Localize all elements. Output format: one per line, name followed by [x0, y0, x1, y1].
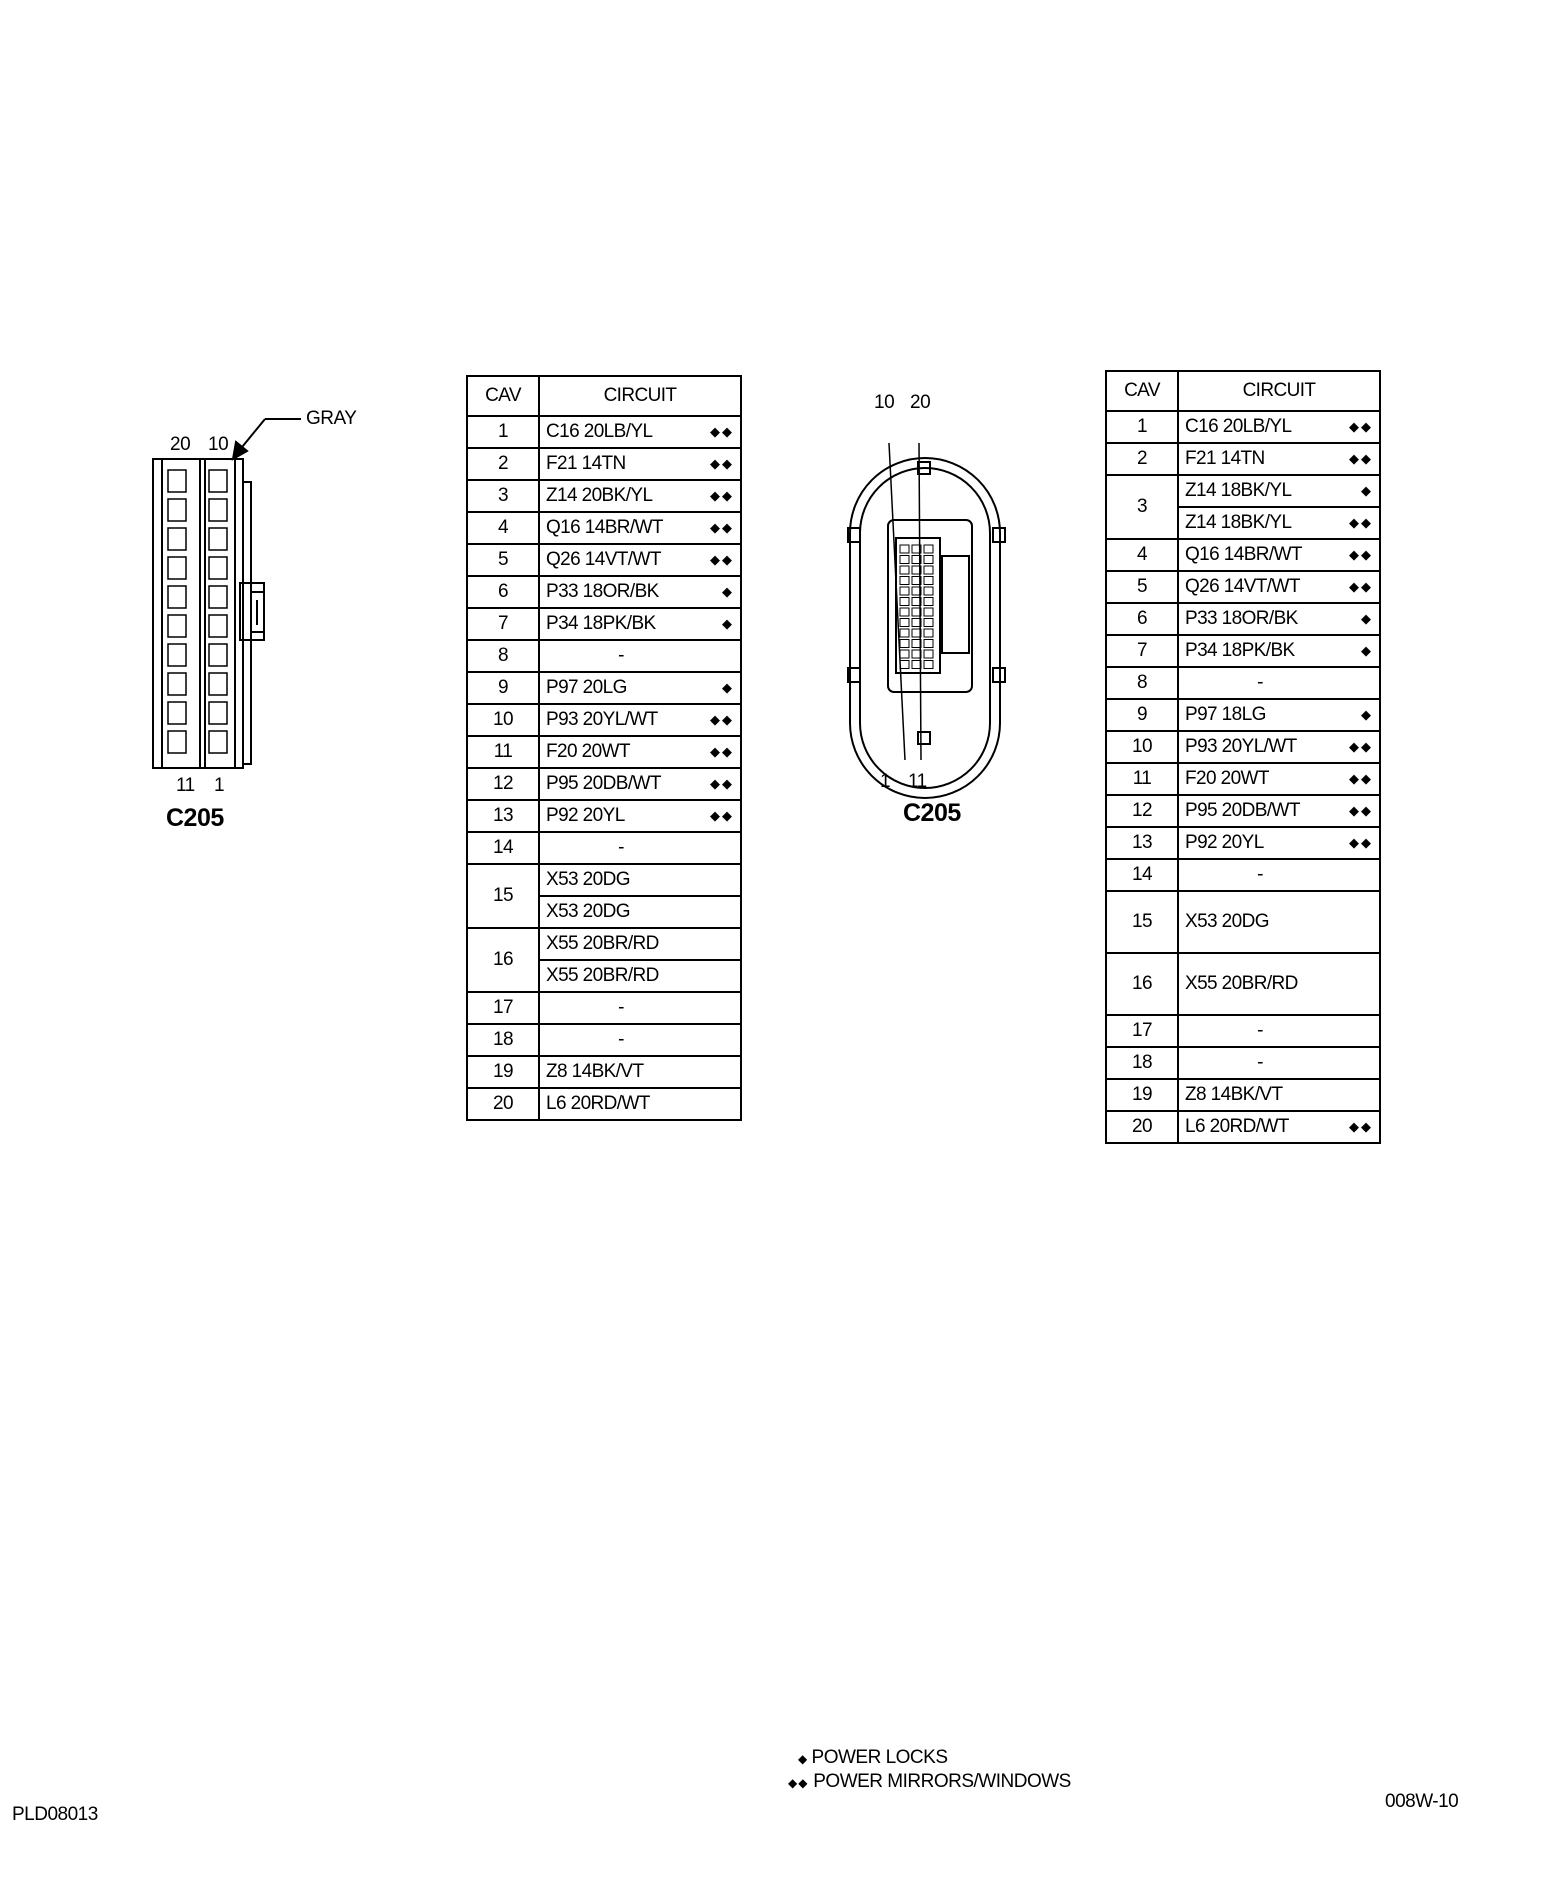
circuit-option-marker: ◆◆ — [702, 704, 741, 736]
cav-number: 10 — [1106, 731, 1178, 763]
cav-number: 18 — [467, 1024, 539, 1056]
cavity-slot — [924, 619, 933, 627]
cavity-slot — [900, 650, 909, 658]
cav-number: 19 — [467, 1056, 539, 1088]
circuit-code: F21 14TN — [539, 448, 702, 480]
circuit-code: P95 20DB/WT — [1178, 795, 1341, 827]
circuit-option-marker: ◆◆ — [1341, 731, 1380, 763]
cavity-slot — [168, 702, 186, 724]
circuit-code: L6 20RD/WT — [539, 1088, 702, 1120]
circuit-option-marker: ◆◆ — [1341, 827, 1380, 859]
table-row — [467, 512, 741, 544]
table-row — [467, 768, 741, 800]
circuit-option-marker: ◆◆ — [702, 736, 741, 768]
cavity-slot — [209, 557, 227, 579]
cav-number: 5 — [467, 544, 539, 576]
cavity-slot — [924, 598, 933, 606]
table-row — [467, 992, 741, 1024]
cav-number: 17 — [467, 992, 539, 1024]
circuit-option-marker — [702, 1056, 741, 1088]
circuit-code: Z8 14BK/VT — [1178, 1079, 1341, 1111]
table-row — [1106, 731, 1380, 763]
circuit-code: L6 20RD/WT — [1178, 1111, 1341, 1143]
circuit-option-marker — [702, 928, 741, 960]
circuit-option-marker — [1341, 1015, 1380, 1047]
legend-power-locks — [798, 1747, 948, 1769]
cav-number: 3 — [467, 480, 539, 512]
circuit-code: X55 20BR/RD — [1178, 953, 1341, 1015]
cav-number: 20 — [467, 1088, 539, 1120]
circuit-code: F21 14TN — [1178, 443, 1341, 475]
left-pin-label-10: 10 — [208, 434, 229, 455]
circuit-option-marker — [1341, 891, 1380, 953]
cav-number: 16 — [467, 928, 539, 992]
circuit-code: Z8 14BK/VT — [539, 1056, 702, 1088]
cav-number: 11 — [467, 736, 539, 768]
circuit-option-marker: ◆◆ — [702, 768, 741, 800]
cav-number: 13 — [1106, 827, 1178, 859]
cav-number: 6 — [467, 576, 539, 608]
cavity-slot — [168, 644, 186, 666]
circuit-option-marker — [702, 832, 741, 864]
cavity-slot — [924, 608, 933, 616]
table-row — [467, 480, 741, 512]
cavity-slot — [209, 615, 227, 637]
circuit-code: Q26 14VT/WT — [1178, 571, 1341, 603]
cavity-slot — [168, 615, 186, 637]
table-row — [1106, 667, 1380, 699]
cav-number: 13 — [467, 800, 539, 832]
table-row — [467, 704, 741, 736]
circuit-option-marker — [702, 896, 741, 928]
right-pin-label-20: 20 — [910, 392, 931, 413]
circuit-option-marker — [1341, 1047, 1380, 1079]
circuit-code: X53 20DG — [1178, 891, 1341, 953]
circuit-option-marker: ◆ — [702, 608, 741, 640]
table-row — [467, 608, 741, 640]
table-row — [1106, 539, 1380, 571]
circuit-code: Q16 14BR/WT — [539, 512, 702, 544]
left-connector-cavities — [168, 470, 227, 753]
circuit-option-marker: ◆◆ — [702, 416, 741, 448]
table-row — [467, 576, 741, 608]
circuit-code: P34 18PK/BK — [1178, 635, 1341, 667]
cavity-slot — [168, 499, 186, 521]
circuit-code: - — [539, 832, 702, 864]
table-row — [1106, 859, 1380, 891]
circuit-code: - — [539, 992, 702, 1024]
cavity-table-left — [466, 375, 742, 1121]
table-row — [467, 416, 741, 448]
table-row — [467, 544, 741, 576]
table-row — [1106, 443, 1380, 475]
cav-number: 8 — [1106, 667, 1178, 699]
table-row — [467, 800, 741, 832]
cav-number: 3 — [1106, 475, 1178, 539]
cavity-slot — [209, 673, 227, 695]
cav-number: 1 — [467, 416, 539, 448]
circuit-code: P93 20YL/WT — [539, 704, 702, 736]
cavity-slot — [168, 731, 186, 753]
circuit-option-marker: ◆◆ — [1341, 763, 1380, 795]
cav-number: 10 — [467, 704, 539, 736]
circuit-code: P97 18LG — [1178, 699, 1341, 731]
cav-number: 12 — [467, 768, 539, 800]
circuit-code: C16 20LB/YL — [539, 416, 702, 448]
circuit-option-marker: ◆◆ — [1341, 1111, 1380, 1143]
cavity-slot — [168, 586, 186, 608]
table-row — [467, 1056, 741, 1088]
circuit-option-marker — [1341, 859, 1380, 891]
table-row — [1106, 891, 1380, 953]
left-connector-title: C205 — [166, 804, 224, 832]
cav-number: 1 — [1106, 411, 1178, 443]
cav-number: 15 — [1106, 891, 1178, 953]
circuit-option-marker: ◆ — [702, 672, 741, 704]
cavity-slot — [209, 528, 227, 550]
cavity-slot — [924, 661, 933, 669]
legend-power-mirrors-windows — [788, 1771, 1071, 1793]
circuit-code: Z14 18BK/YL — [1178, 475, 1341, 507]
cavity-slot — [209, 470, 227, 492]
cav-number: 7 — [1106, 635, 1178, 667]
cavity-slot — [924, 577, 933, 585]
cavity-slot — [900, 661, 909, 669]
cavity-slot — [900, 556, 909, 564]
circuit-option-marker: ◆◆ — [702, 544, 741, 576]
circuit-option-marker: ◆ — [702, 576, 741, 608]
circuit-code: P97 20LG — [539, 672, 702, 704]
cav-number: 20 — [1106, 1111, 1178, 1143]
circuit-option-marker: ◆ — [1341, 603, 1380, 635]
circuit-option-marker — [702, 960, 741, 992]
gray-callout-label: GRAY — [306, 408, 357, 429]
circuit-code: C16 20LB/YL — [1178, 411, 1341, 443]
circuit-option-marker: ◆◆ — [702, 448, 741, 480]
cav-number: 7 — [467, 608, 539, 640]
cavity-slot — [924, 545, 933, 553]
circuit-option-marker — [702, 1024, 741, 1056]
cavity-slot — [900, 566, 909, 574]
left-pin-label-1: 1 — [214, 775, 225, 796]
drawing-code-left: PLD08013 — [12, 1804, 98, 1825]
cavity-slot — [900, 587, 909, 595]
circuit-option-marker: ◆◆ — [1341, 443, 1380, 475]
circuit-code: F20 20WT — [1178, 763, 1341, 795]
circuit-code: - — [1178, 667, 1341, 699]
circuit-option-marker: ◆◆ — [1341, 571, 1380, 603]
cavity-slot — [168, 557, 186, 579]
circuit-option-marker: ◆◆ — [702, 512, 741, 544]
cav-number: 12 — [1106, 795, 1178, 827]
right-pin-label-11: 11 — [908, 771, 927, 792]
single-diamond-icon: ◆ — [798, 1752, 807, 1766]
cav-number: 11 — [1106, 763, 1178, 795]
circuit-code: X55 20BR/RD — [539, 928, 702, 960]
table-row — [467, 864, 741, 896]
circuit-option-marker — [1341, 953, 1380, 1015]
table-row — [467, 928, 741, 960]
table-row — [1106, 1047, 1380, 1079]
table-row — [467, 448, 741, 480]
table-row — [1106, 411, 1380, 443]
cav-number: 8 — [467, 640, 539, 672]
cav-number: 2 — [467, 448, 539, 480]
cav-number: 5 — [1106, 571, 1178, 603]
circuit-code: P95 20DB/WT — [539, 768, 702, 800]
circuit-option-marker: ◆◆ — [1341, 795, 1380, 827]
circuit-code: P33 18OR/BK — [1178, 603, 1341, 635]
right-connector-drawing — [848, 443, 1005, 798]
table-row — [467, 672, 741, 704]
double-diamond-icon: ◆◆ — [788, 1776, 809, 1790]
cavity-slot — [209, 644, 227, 666]
circuit-option-marker — [702, 640, 741, 672]
circuit-option-marker — [702, 1088, 741, 1120]
cav-number: 9 — [1106, 699, 1178, 731]
table-row — [467, 736, 741, 768]
cav-number: 9 — [467, 672, 539, 704]
legend-power-locks-text: POWER LOCKS — [811, 1747, 948, 1768]
circuit-code: P92 20YL — [539, 800, 702, 832]
circuit-code: - — [1178, 1015, 1341, 1047]
cavity-slot — [900, 577, 909, 585]
cav-number: 2 — [1106, 443, 1178, 475]
cavity-slot — [900, 545, 909, 553]
table-row — [1106, 1079, 1380, 1111]
circuit-option-marker — [702, 864, 741, 896]
right-pin-label-10: 10 — [874, 392, 895, 413]
circuit-option-marker: ◆ — [1341, 699, 1380, 731]
table-row — [1106, 699, 1380, 731]
cavity-slot — [924, 640, 933, 648]
left-pin-label-11: 11 — [176, 775, 195, 796]
cav-number: 14 — [1106, 859, 1178, 891]
circuit-option-marker: ◆ — [1341, 475, 1380, 507]
right-connector-cavities — [900, 545, 933, 669]
circuit-code: P93 20YL/WT — [1178, 731, 1341, 763]
circuit-code: X53 20DG — [539, 864, 702, 896]
circuit-header: CIRCUIT — [539, 376, 741, 416]
circuit-code: - — [539, 1024, 702, 1056]
cav-number: 17 — [1106, 1015, 1178, 1047]
circuit-code: P92 20YL — [1178, 827, 1341, 859]
circuit-option-marker: ◆◆ — [1341, 507, 1380, 539]
cav-number: 6 — [1106, 603, 1178, 635]
drawing-code-right: 008W-10 — [1385, 1791, 1459, 1812]
cavity-slot — [209, 702, 227, 724]
cavity-table-right — [1105, 370, 1381, 1144]
circuit-option-marker: ◆◆ — [702, 480, 741, 512]
circuit-option-marker: ◆ — [1341, 635, 1380, 667]
cavity-slot — [924, 566, 933, 574]
circuit-code: - — [1178, 1047, 1341, 1079]
cavity-slot — [900, 598, 909, 606]
cavity-slot — [924, 629, 933, 637]
circuit-code: - — [539, 640, 702, 672]
table-row — [1106, 827, 1380, 859]
circuit-code: Q26 14VT/WT — [539, 544, 702, 576]
table-row — [1106, 1111, 1380, 1143]
cav-number: 16 — [1106, 953, 1178, 1015]
cav-number: 4 — [1106, 539, 1178, 571]
circuit-option-marker — [1341, 1079, 1380, 1111]
cavity-slot — [924, 556, 933, 564]
circuit-code: P33 18OR/BK — [539, 576, 702, 608]
cavity-slot — [168, 528, 186, 550]
circuit-header: CIRCUIT — [1178, 371, 1380, 411]
cavity-slot — [168, 470, 186, 492]
cavity-slot — [209, 499, 227, 521]
right-pin-label-1: 1 — [880, 771, 891, 792]
circuit-option-marker — [702, 992, 741, 1024]
table-row — [1106, 1015, 1380, 1047]
cav-header: CAV — [1106, 371, 1178, 411]
circuit-code: Z14 18BK/YL — [1178, 507, 1341, 539]
cavity-slot — [924, 587, 933, 595]
table-row — [1106, 795, 1380, 827]
circuit-code: Z14 20BK/YL — [539, 480, 702, 512]
circuit-option-marker: ◆◆ — [702, 800, 741, 832]
circuit-option-marker — [1341, 667, 1380, 699]
table-row — [1106, 475, 1380, 507]
circuit-option-marker: ◆◆ — [1341, 411, 1380, 443]
table-row — [1106, 953, 1380, 1015]
cavity-slot — [168, 673, 186, 695]
cav-number: 4 — [467, 512, 539, 544]
cav-header: CAV — [467, 376, 539, 416]
table-row — [467, 640, 741, 672]
table-row — [467, 1088, 741, 1120]
gray-callout-leader — [233, 419, 301, 459]
table-row — [1106, 603, 1380, 635]
cavity-slot — [900, 640, 909, 648]
cavity-slot — [900, 629, 909, 637]
circuit-code: P34 18PK/BK — [539, 608, 702, 640]
table-row — [1106, 635, 1380, 667]
cav-number: 18 — [1106, 1047, 1178, 1079]
left-pin-label-20: 20 — [170, 434, 191, 455]
table-row — [467, 1024, 741, 1056]
cav-number: 15 — [467, 864, 539, 928]
legend-power-mirrors-windows-text: POWER MIRRORS/WINDOWS — [813, 1771, 1071, 1792]
cavity-slot — [900, 619, 909, 627]
table-row — [1106, 763, 1380, 795]
circuit-code: X55 20BR/RD — [539, 960, 702, 992]
circuit-code: - — [1178, 859, 1341, 891]
cavity-slot — [209, 731, 227, 753]
circuit-option-marker: ◆◆ — [1341, 539, 1380, 571]
circuit-code: X53 20DG — [539, 896, 702, 928]
table-row — [467, 832, 741, 864]
cav-number: 14 — [467, 832, 539, 864]
circuit-code: F20 20WT — [539, 736, 702, 768]
cavity-slot — [924, 650, 933, 658]
table-row — [1106, 571, 1380, 603]
cavity-slot — [209, 586, 227, 608]
cavity-slot — [900, 608, 909, 616]
cav-number: 19 — [1106, 1079, 1178, 1111]
circuit-code: Q16 14BR/WT — [1178, 539, 1341, 571]
right-connector-title: C205 — [903, 799, 961, 827]
